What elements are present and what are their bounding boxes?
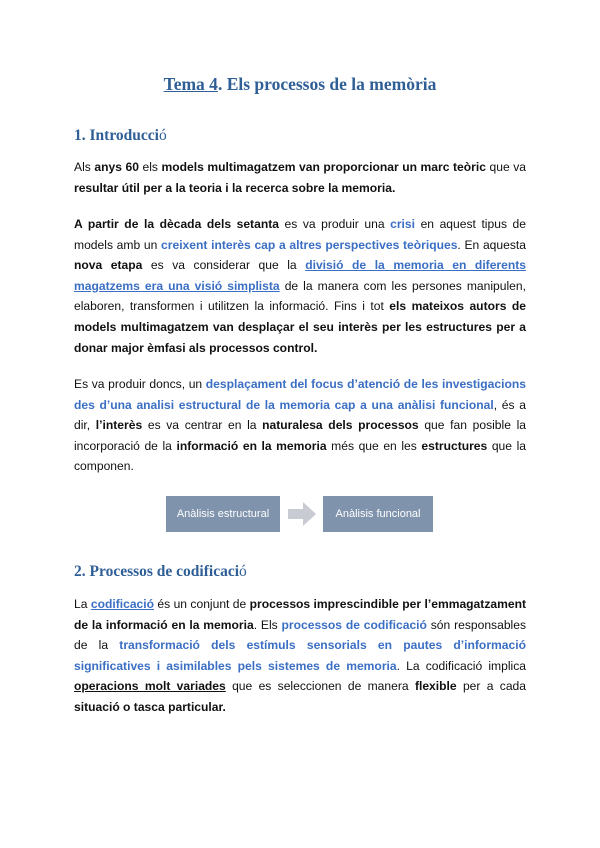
text: és un conjunt de — [154, 597, 250, 611]
bold-text: naturalesa dels processos — [262, 418, 419, 433]
bold-text: nova etapa — [74, 258, 143, 273]
section-title-end: ó — [239, 563, 247, 580]
bold-text: l’interès — [95, 418, 143, 433]
highlight-link[interactable]: codificació — [90, 597, 155, 611]
section-title: . Introducci — [81, 127, 159, 144]
text: . En aquesta — [457, 237, 526, 252]
highlight-text: processos de codificació — [281, 617, 427, 632]
text: en aquest tipus de models amb un — [74, 217, 526, 252]
bold-text: flexible — [414, 679, 457, 694]
highlight-text: transformació dels estímuls sensorials en pautes d’informació significatives i asimilables pels sistemes de memoria — [74, 638, 526, 673]
text: que va — [485, 160, 526, 174]
arrow-right-icon — [288, 502, 316, 526]
text: que fan posible la incorporació de la — [74, 418, 527, 453]
diagram-box-label: Anàlisis estructural — [176, 508, 270, 520]
text: són responsables de la — [74, 617, 527, 653]
text: més que en les — [326, 438, 422, 453]
bold-underlined-text: operacions molt variades — [74, 679, 226, 694]
paragraph-codificacio — [74, 594, 526, 718]
section-heading-codificacio — [74, 563, 247, 581]
section-heading-introduccio — [74, 127, 167, 145]
paragraph-desplacament — [74, 374, 526, 477]
text: de la manera com les persones manipulen, elaboren, transformen i utilitzen la informació. Fins i tot — [74, 278, 526, 314]
text: La — [74, 597, 91, 611]
section-title-end: ó — [158, 127, 167, 144]
text: . Els — [253, 617, 282, 632]
bold-text: A partir de la dècada dels setanta — [74, 217, 279, 231]
bold-text: informació en la memoria — [176, 438, 327, 453]
text: que la componen. — [74, 438, 526, 474]
text: els — [138, 160, 162, 174]
text: es va considerar que la — [142, 258, 306, 273]
text: que es seleccionen de manera — [225, 679, 415, 694]
section-number: 1 — [74, 127, 82, 144]
text: per a cada — [456, 679, 526, 694]
text: es va produir una — [278, 217, 391, 231]
title-text: . Els processos de la memòria — [217, 74, 437, 94]
highlight-text: creixent interès cap a altres perspectives teòriques — [161, 237, 458, 252]
highlight-text: desplaçament del focus d’atenció de les investigacions des d’una analisi estructural de la memoria cap a una anàlisi funcional — [74, 377, 526, 412]
bold-text: situació o tasca particular. — [74, 699, 226, 714]
bold-text: models multimagatzem van proporcionar un marc teòric — [161, 160, 486, 174]
bold-text: anys 60 — [94, 160, 139, 174]
bold-text: estructures — [421, 438, 488, 453]
highlight-text: crisi — [390, 217, 416, 231]
text: Als — [74, 160, 95, 174]
text: Es va produir doncs, un — [74, 377, 206, 391]
diagram-box-analisis-estructural — [166, 496, 280, 532]
page-title — [0, 74, 600, 95]
bold-text: resultar útil per a la teoria i la recerca sobre la memoria. — [74, 180, 396, 195]
text: . La codificació implica — [396, 658, 526, 673]
title-link[interactable]: Tema 4 — [163, 74, 218, 94]
text: , és a dir, — [74, 397, 526, 433]
paragraph-anys-60 — [74, 157, 526, 198]
text: es va centrar en la — [142, 418, 263, 433]
section-number: 2 — [74, 563, 82, 580]
paragraph-decada-setanta — [74, 214, 526, 358]
bold-text: els mateixos autors de models multimagatzem van desplaçar el seu interès per les estructures per a donar major èmfasi als processos control. — [74, 299, 526, 355]
section-title: . Processos de codificaci — [81, 563, 240, 580]
highlight-link[interactable]: divisió de la memoria en diferents magatzems era una visió simplista — [74, 258, 527, 293]
diagram-box-label: Anàlisis funcional — [335, 508, 421, 520]
bold-text: processos imprescindible per l’emmagatzament de la informació en la memoria — [74, 597, 526, 632]
diagram-box-analisis-funcional — [323, 496, 433, 532]
